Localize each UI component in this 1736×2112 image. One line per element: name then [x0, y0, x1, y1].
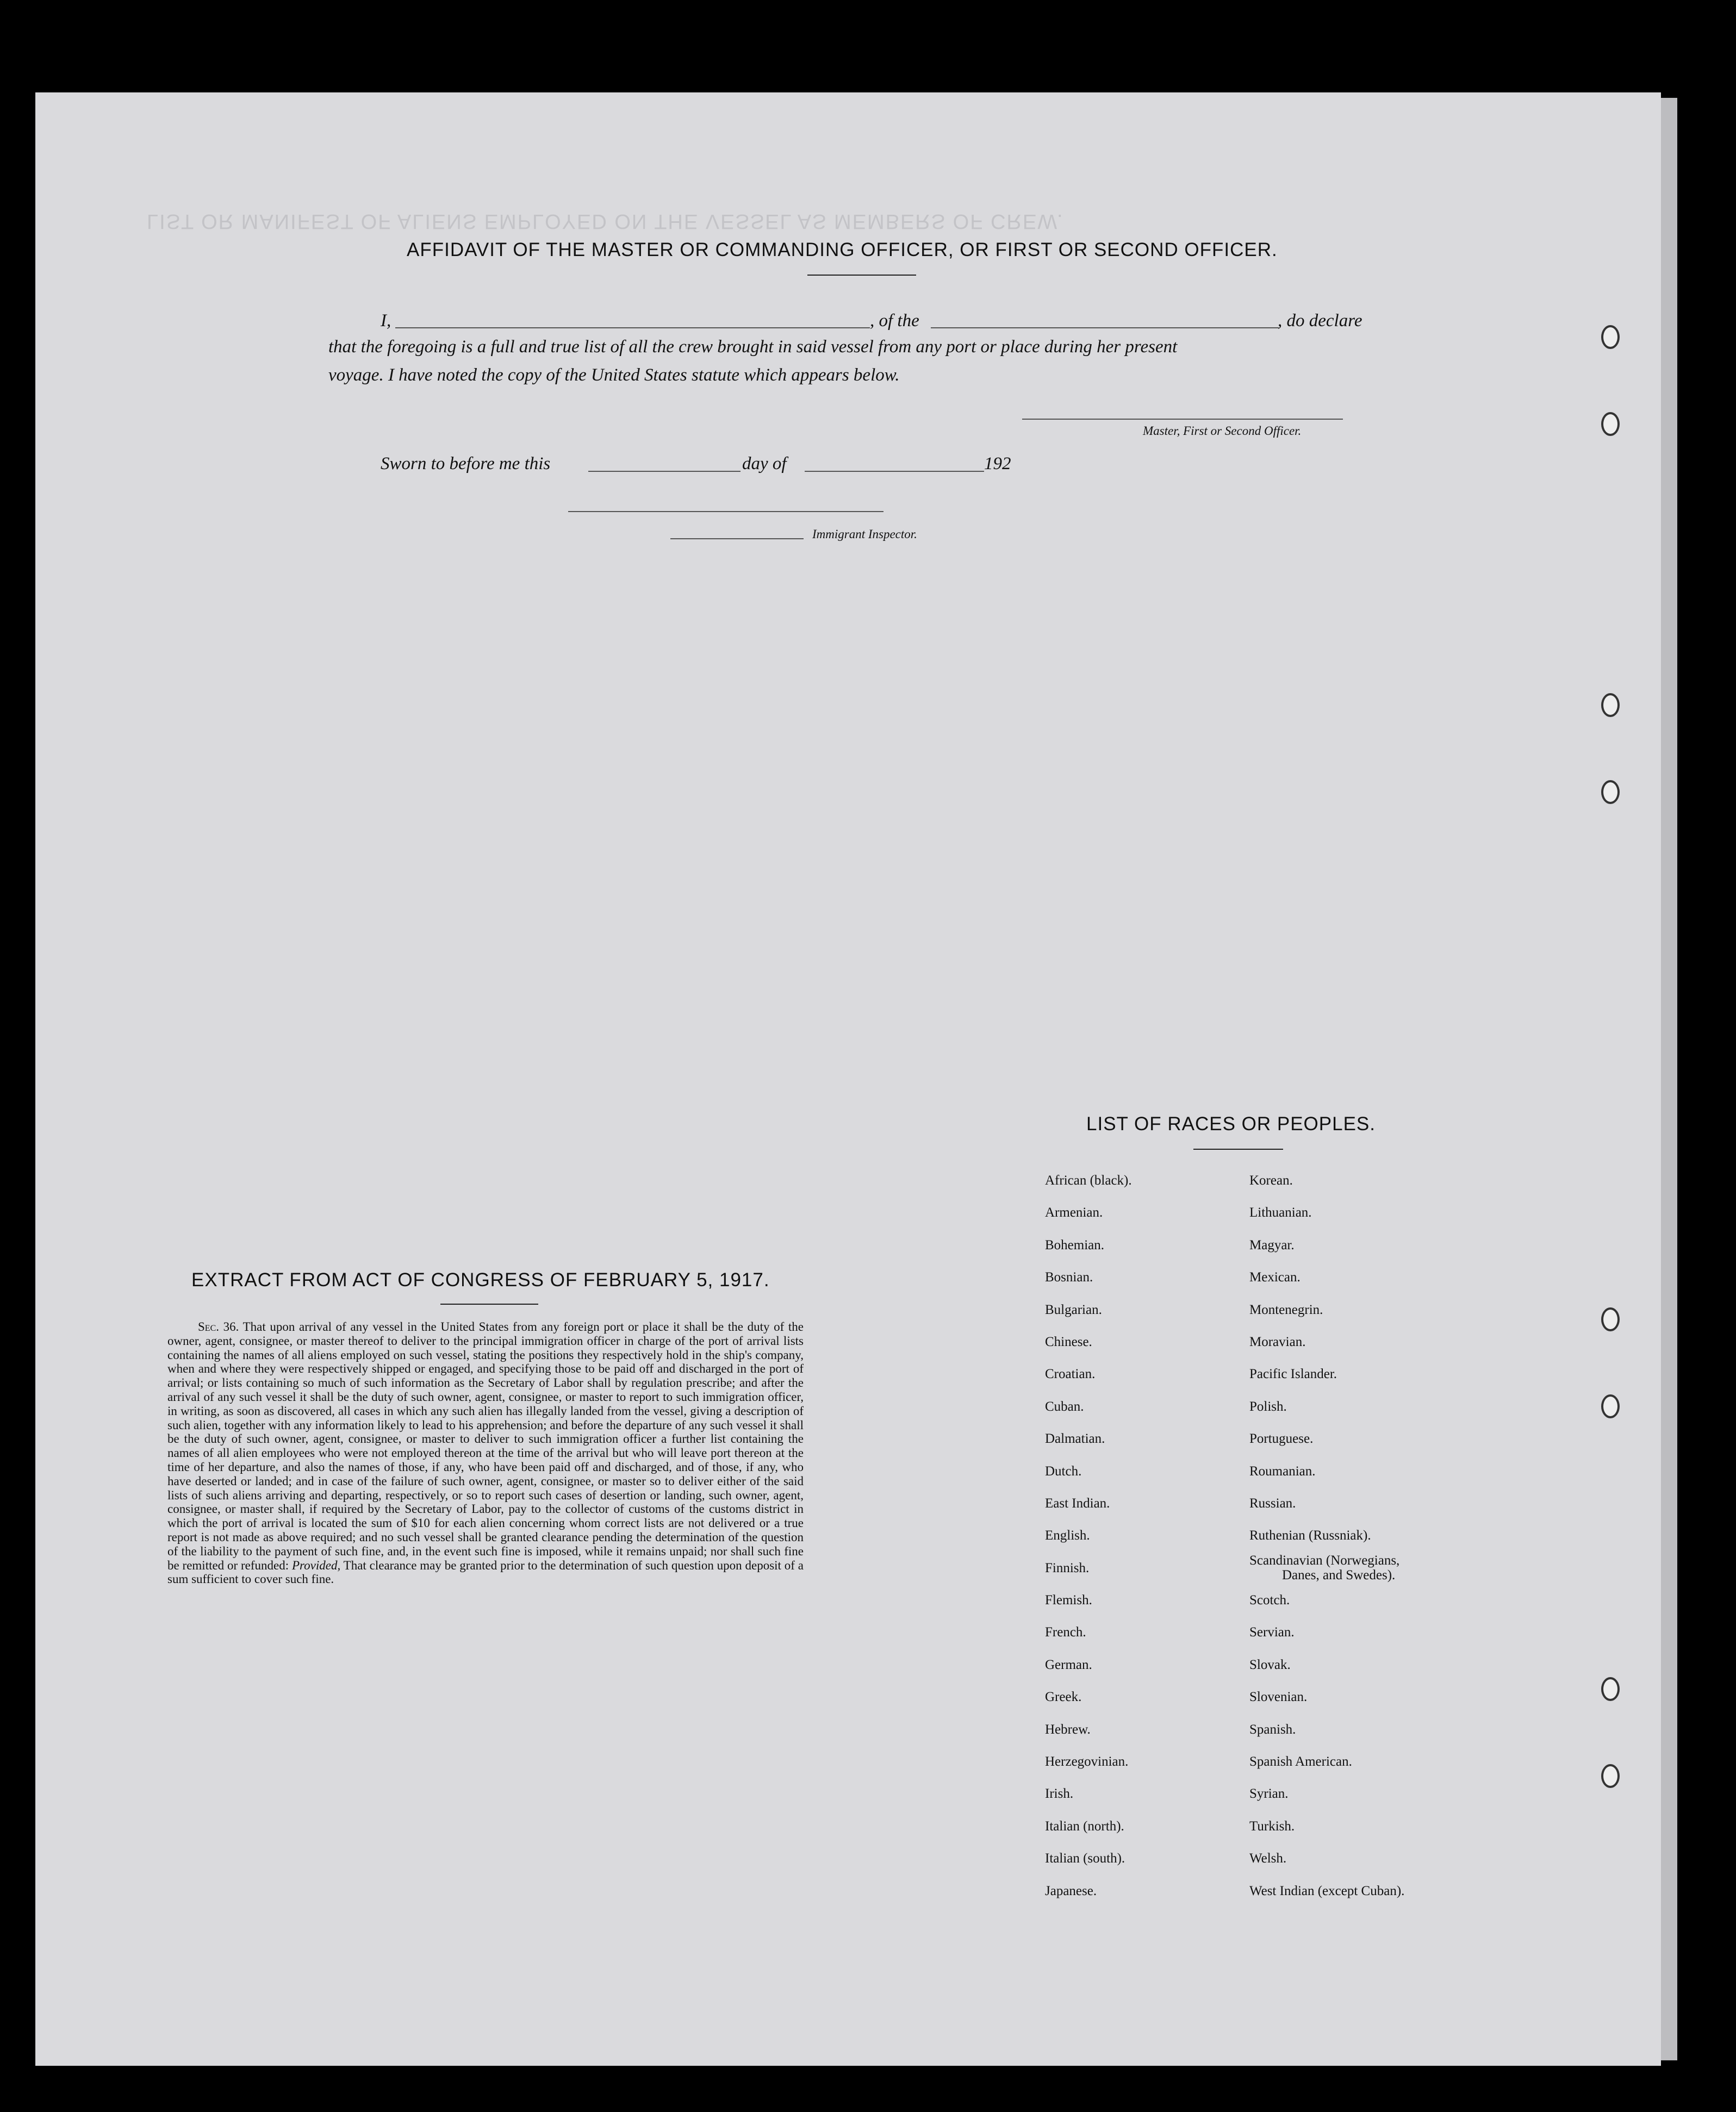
race-item: Chinese.: [1045, 1334, 1092, 1349]
binder-hole: [1601, 325, 1620, 349]
day-of-label: day of: [742, 454, 787, 474]
name-blank[interactable]: [395, 327, 870, 328]
do-declare-label: , do declare: [1278, 311, 1362, 331]
race-item: West Indian (except Cuban).: [1249, 1883, 1405, 1898]
signature-caption: Master, First or Second Officer.: [1143, 424, 1302, 438]
race-item: Ruthenian (Russniak).: [1249, 1528, 1371, 1543]
binder-hole: [1601, 1677, 1620, 1701]
binder-hole: [1601, 412, 1620, 436]
race-item: Spanish American.: [1249, 1754, 1352, 1770]
race-item: Turkish.: [1249, 1818, 1295, 1834]
races-title: LIST OF RACES OR PEOPLES.: [1086, 1113, 1376, 1135]
binder-hole: [1601, 1307, 1620, 1331]
page-edge: [1661, 98, 1677, 2060]
race-item: Italian (north).: [1045, 1818, 1124, 1834]
bleed-through-heading: LIST OR MANIFEST OF ALIENS EMPLOYED ON THE VESSEL AS MEMBERS OF CREW.: [147, 210, 1064, 233]
title-rule: [807, 275, 916, 276]
race-item: Croatian.: [1045, 1367, 1096, 1382]
race-item: Irish.: [1045, 1786, 1074, 1802]
race-item: Lithuanian.: [1249, 1205, 1312, 1220]
section-text-end: That clearance may be granted prior to the determination of such question upon deposit of a sum sufficient to cover such fine.: [167, 1558, 804, 1586]
race-item: Roumanian.: [1249, 1463, 1316, 1479]
affidavit-body-line-2: voyage. I have noted the copy of the United States statute which appears below.: [328, 365, 900, 385]
race-item: German.: [1045, 1657, 1092, 1672]
race-item: African (black).: [1045, 1173, 1132, 1188]
race-item: Bohemian.: [1045, 1237, 1105, 1253]
race-item: Herzegovinian.: [1045, 1754, 1129, 1770]
race-item: Bulgarian.: [1045, 1302, 1102, 1317]
race-item: Armenian.: [1045, 1205, 1103, 1220]
race-item: Slovak.: [1249, 1657, 1291, 1672]
binder-hole: [1601, 693, 1620, 717]
extract-title-rule: [440, 1304, 538, 1305]
section-36-text: [167, 1320, 804, 1586]
race-item: Montenegrin.: [1249, 1302, 1323, 1317]
sworn-day-blank[interactable]: [588, 471, 741, 472]
extract-title: EXTRACT FROM ACT OF CONGRESS OF FEBRUARY 5, 1917.: [191, 1269, 770, 1291]
race-item: Mexican.: [1249, 1270, 1301, 1285]
race-item: Dalmatian.: [1045, 1431, 1105, 1447]
race-item: Scotch.: [1249, 1593, 1290, 1608]
inspector-caption: Immigrant Inspector.: [812, 527, 917, 541]
affidavit-title: AFFIDAVIT OF THE MASTER OR COMMANDING OFFICER, OR FIRST OR SECOND OFFICER.: [407, 239, 1278, 260]
race-item: English.: [1045, 1528, 1090, 1543]
race-item: Hebrew.: [1045, 1722, 1091, 1737]
i-label: I,: [381, 311, 391, 331]
race-item: Magyar.: [1249, 1237, 1295, 1253]
race-item: Finnish.: [1045, 1560, 1090, 1575]
race-item: Servian.: [1249, 1625, 1295, 1640]
races-right-column: [1249, 1164, 1456, 1907]
inspector-short-line: [670, 538, 804, 539]
races-left-column: [1045, 1164, 1132, 1907]
races-title-rule: [1193, 1149, 1283, 1150]
race-item: Cuban.: [1045, 1399, 1084, 1414]
race-item: Japanese.: [1045, 1883, 1097, 1898]
race-item: French.: [1045, 1625, 1086, 1640]
race-item: Dutch.: [1045, 1463, 1082, 1479]
race-item: Welsh.: [1249, 1851, 1287, 1866]
section-label: Sec. 36.: [198, 1320, 239, 1334]
race-item: Scandinavian (Norwegians,: [1249, 1553, 1400, 1568]
affidavit-body-line-1: that the foregoing is a full and true list of all the crew brought in said vessel from any port or place during her present: [328, 337, 1178, 357]
proviso-word: Provided,: [292, 1558, 341, 1572]
sworn-month-blank[interactable]: [805, 471, 984, 472]
year-prefix: 192: [984, 454, 1011, 474]
race-item: Bosnian.: [1045, 1270, 1093, 1285]
race-item: Pacific Islander.: [1249, 1367, 1337, 1382]
section-text: That upon arrival of any vessel in the United States from any foreign port or place it shall be the duty of the owner, agent, consignee, or master thereof to deliver to the principal immigration officer in charge of the port of arrival lists containing the names of all aliens employed on such vessel, stating the positions they respectively hold in the ship's company, when and where they were respectively shipped or engaged, and specifying those to be paid off and discharged in the port of arrival; or lists containing so much of such information as the Secretary of Labor shall by regulation prescribe; and after the arrival of any such vessel it shall be the duty of such owner, agent, consignee, or master to report to such immigration officer, in writing, as soon as discovered, all cases in which any such alien has illegally landed from the vessel, giving a description of such alien, together with any information likely to lead to his apprehension; and before the departure of any such vessel it shall be the duty of such owner, agent, consignee, or master to deliver to such immigration officer a further list containing the names of all alien employees who were not employed thereon at the time of the arrival but who will leave port thereon at the time of her departure, and also the names of those, if any, who have been paid off and discharged, and of those, if any, who have deserted or landed; and in case of the failure of such owner, agent, consignee, or master so to deliver either of the said lists of such aliens arriving and departing, respectively, or so to report such cases of desertion or landing, such owner, agent, consignee, or master shall, if required by the Secretary of Labor, pay to the collector of customs of the customs district in which the port of arrival is located the sum of $10 for each alien concerning whom correct lists are not delivered or a true report is not made as above required; and no such vessel shall be granted clearance pending the determination of the question of the liability to the payment of such fine, and, in the event such fine is imposed, while it remains unpaid; nor shall such fine be remitted or refunded:: [167, 1320, 804, 1572]
of-the-label: , of the: [870, 311, 919, 331]
binder-hole: [1601, 780, 1620, 804]
race-item: Italian (south).: [1045, 1851, 1125, 1866]
binder-hole: [1601, 1764, 1620, 1788]
race-item: Portuguese.: [1249, 1431, 1314, 1447]
race-item: Korean.: [1249, 1173, 1293, 1188]
race-item-scandinavian: [1249, 1552, 1456, 1584]
binder-hole: [1601, 1394, 1620, 1418]
race-item-continuation: Danes, and Swedes).: [1282, 1567, 1396, 1583]
sworn-label: Sworn to before me this: [381, 454, 551, 474]
race-item: Greek.: [1045, 1690, 1082, 1705]
race-item: Syrian.: [1249, 1786, 1289, 1802]
race-item: Slovenian.: [1249, 1690, 1308, 1705]
inspector-signature-line[interactable]: [568, 511, 883, 512]
race-item: Spanish.: [1249, 1722, 1296, 1737]
race-item: Polish.: [1249, 1399, 1287, 1414]
vessel-blank[interactable]: [931, 327, 1279, 328]
race-item: Moravian.: [1249, 1334, 1306, 1349]
signature-line[interactable]: [1022, 419, 1343, 420]
race-item: East Indian.: [1045, 1496, 1110, 1511]
race-item: Russian.: [1249, 1496, 1296, 1511]
race-item: Flemish.: [1045, 1593, 1092, 1608]
